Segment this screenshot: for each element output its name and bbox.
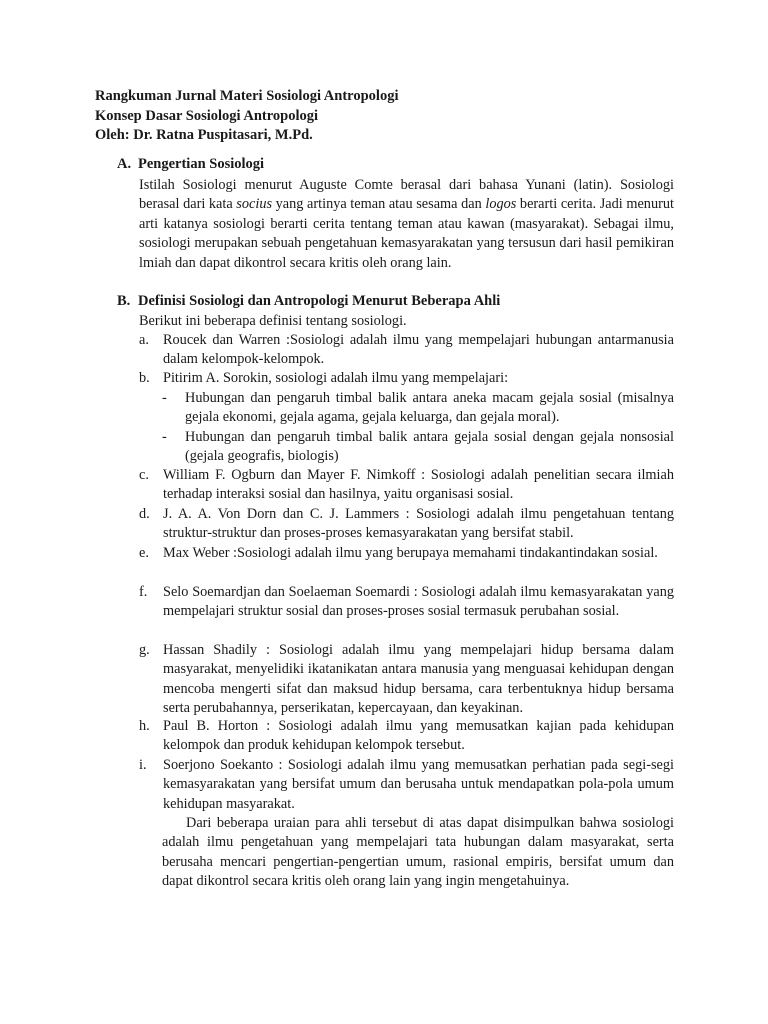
list-marker: e. xyxy=(139,545,149,561)
list-item-text: Max Weber :Sosiologi adalah ilmu yang berupaya memahami tindakantindakan sosial. xyxy=(163,545,658,561)
list-marker: g. xyxy=(139,642,150,658)
list-item-f xyxy=(139,583,674,622)
list-item-i xyxy=(139,756,674,814)
section-a-text-2: yang artinya teman atau sesama dan xyxy=(272,196,486,213)
list-marker: a. xyxy=(139,332,149,348)
sorokin-point-text: Hubungan dan pengaruh timbal balik antara aneka macam gejala sosial (misalnya gejala ekonomi, gejala agama, gejala keluarga, dan gejala moral). xyxy=(185,390,674,426)
section-a-heading xyxy=(117,155,264,174)
list-item-text: Paul B. Horton : Sosiologi adalah ilmu yang memusatkan kajian pada kehidupan kelompok dan produk kehidupan kelompok tersebut. xyxy=(163,718,674,754)
list-item-e xyxy=(139,544,674,563)
list-marker: i. xyxy=(139,757,147,773)
section-a-text-3: berarti cerita. Jadi menurut arti katanya sosiologi berarti cerita tentang teman atau kawan (masyarakat). Sebagai ilmu, sosiologi merupakan sebuah pengetahuan kemasyarakatan yang tersusun dari hasil pemikiran lmiah dan dapat dikontrol secara kritis oleh orang lain. xyxy=(139,196,674,271)
section-b-letter: B. xyxy=(117,293,131,309)
list-item-g xyxy=(139,641,674,719)
list-marker: d. xyxy=(139,506,150,522)
section-b-title: Definisi Sosiologi dan Antropologi Menurut Beberapa Ahli xyxy=(138,293,501,309)
list-item-b xyxy=(139,369,674,388)
document-subtitle: Konsep Dasar Sosiologi Antropologi xyxy=(95,107,319,124)
section-a-paragraph xyxy=(139,176,674,273)
conclusion-paragraph: Dari beberapa uraian para ahli tersebut di atas dapat disimpulkan bahwa sosiologi adalah ilmu pengetahuan yang mempelajari tata hubungan dalam masyarakat, serta berusaha mencari pengertian-pengertian umum, rasional empiris, bersifat umum dan dapat dikontrol secara kritis oleh orang lain yang ingin mengetahuinya. xyxy=(162,815,674,890)
list-item-text: Selo Soemardjan dan Soelaeman Soemardi : Sosiologi adalah ilmu kemasyarakatan yang mempelajari struktur sosial dan proses-proses sosial termasuk perubahan sosial. xyxy=(163,584,674,620)
list-item-text: Soerjono Soekanto : Sosiologi adalah ilmu yang memusatkan perhatian pada segi-segi kemasyarakatan yang bersifat umum dan berusaha untuk mendapatkan pola-pola umum kehidupan masyarakat. xyxy=(163,757,674,812)
term-logos: logos xyxy=(485,196,517,213)
term-socius: socius xyxy=(236,196,273,213)
sorokin-point-text: Hubungan dan pengaruh timbal balik antara gejala sosial dengan gejala nonsosial (gejala geografis, biologis) xyxy=(185,429,674,465)
list-item-text: William F. Ogburn dan Mayer F. Nimkoff : Sosiologi adalah penelitian secara ilmiah terhadap interaksi sosial dan hasilnya, yaitu organisasi sosial. xyxy=(163,467,674,503)
sorokin-point-2 xyxy=(162,428,674,467)
list-marker: h. xyxy=(139,718,150,734)
section-b-heading xyxy=(117,292,500,311)
list-item-text: Roucek dan Warren :Sosiologi adalah ilmu yang mempelajari hubungan antarmanusia dalam kelompok-kelompok. xyxy=(163,332,674,368)
list-item-text: J. A. A. Von Dorn dan C. J. Lammers : Sosiologi adalah ilmu pengetahuan tentang struktur-struktur dan proses-proses kemasyarakatan yang bersifat stabil. xyxy=(163,506,674,542)
list-marker: c. xyxy=(139,467,149,483)
dash-marker: - xyxy=(162,390,167,406)
list-item-a xyxy=(139,331,674,370)
document-title: Rangkuman Jurnal Materi Sosiologi Antropologi xyxy=(95,88,399,104)
section-a-text-1: Istilah Sosiologi menurut Auguste Comte berasal dari bahasa Yunani (latin). Sosiologi berasal dari kata xyxy=(139,177,674,213)
section-b-intro: Berikut ini beberapa definisi tentang sosiologi. xyxy=(139,313,407,329)
list-item-h xyxy=(139,717,674,756)
dash-marker: - xyxy=(162,429,167,445)
list-marker: f. xyxy=(139,584,148,600)
section-a-letter: A. xyxy=(117,156,132,172)
list-item-c xyxy=(139,466,674,505)
section-a-title: Pengertian Sosiologi xyxy=(138,156,265,172)
list-item-text: Hassan Shadily : Sosiologi adalah ilmu yang mempelajari hidup bersama dalam masyarakat, menyelidiki ikatanikatan antara manusia yang menguasai kehidupan dengan mencoba mengerti sifat dan maksud hidup bersama, cara terbentuknya hidup bersama serta perubahannya, perserikatan, kepercayaan, dan keyakinan. xyxy=(163,642,674,717)
list-item-d xyxy=(139,505,674,544)
document-author: Oleh: Dr. Ratna Puspitasari, M.Pd. xyxy=(95,127,313,143)
document-header xyxy=(95,87,398,146)
list-marker: b. xyxy=(139,370,150,386)
sorokin-point-1 xyxy=(162,389,674,428)
list-item-text: Pitirim A. Sorokin, sosiologi adalah ilmu yang mempelajari: xyxy=(163,370,509,386)
